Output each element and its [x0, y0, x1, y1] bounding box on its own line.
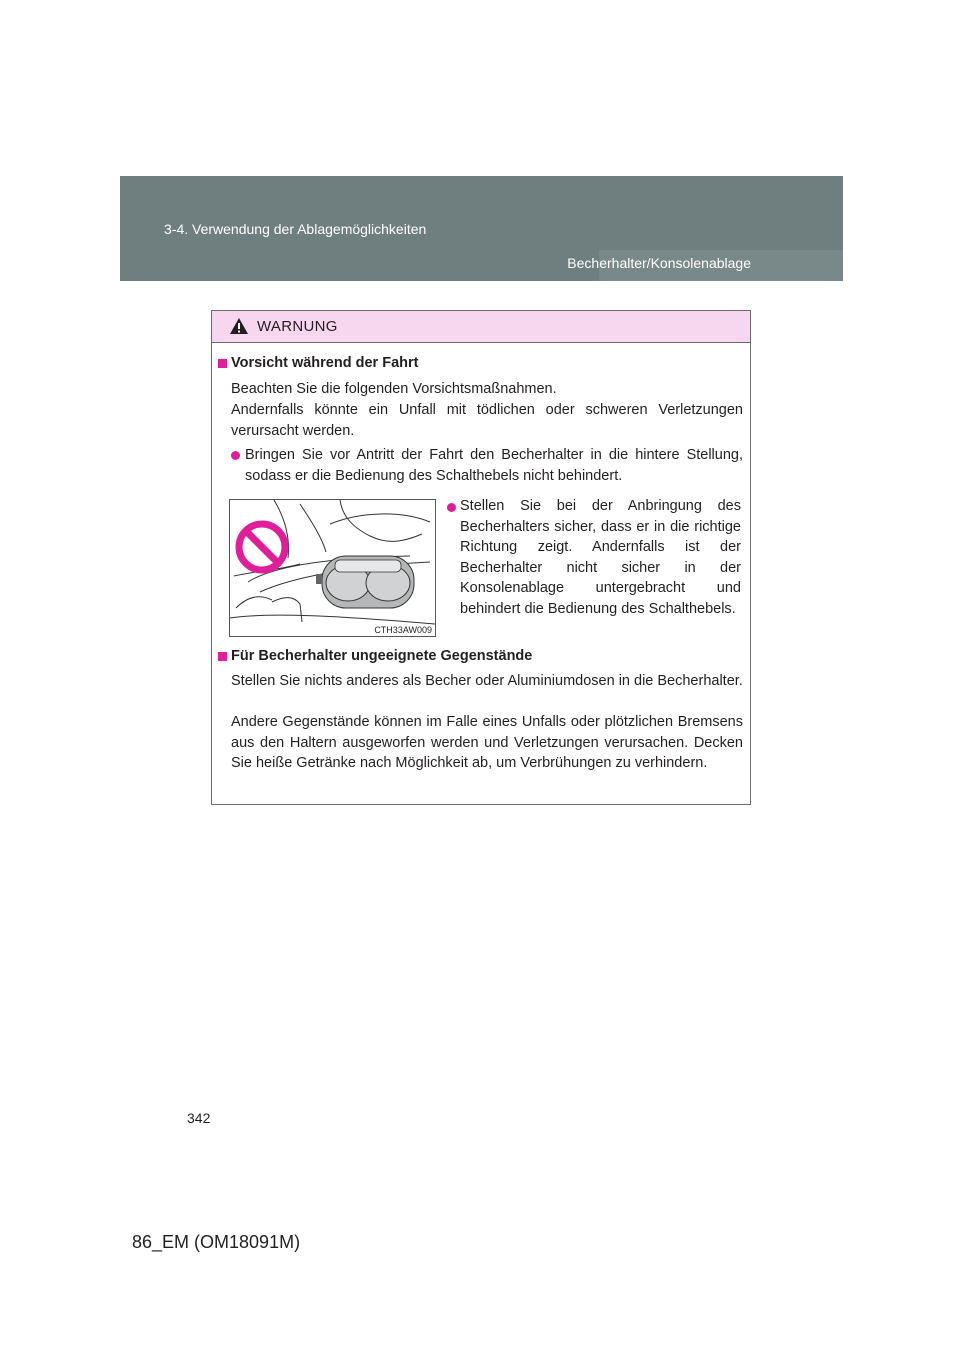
caution-consequence: Andernfalls könnte ein Unfall mit tödlichen oder schweren Verletzungen verursacht werden.	[231, 402, 743, 439]
cupholder-illustration	[229, 499, 436, 637]
unsuitable-items-text: Stellen Sie nichts anderes als Becher oder Aluminiumdosen in die Becherhalter.	[231, 673, 743, 689]
warning-box	[211, 310, 751, 805]
cupholder-drawing	[230, 500, 435, 636]
warning-title: WARNUNG	[257, 318, 338, 335]
unsuitable-items-consequence: Andere Gegenstände können im Falle eines Unfalls oder plötzlichen Bremsens aus den Haltern ausgeworfen werden und Verletzungen verursachen. Decken Sie heiße Getränke nach Möglichkeit ab, um Verbrühungen zu verhindern.	[231, 714, 743, 771]
document-code: 86_EM (OM18091M)	[132, 1232, 301, 1252]
heading-unsuitable-items: Für Becherhalter ungeeignete Gegenstände	[231, 648, 533, 664]
bullet-dot	[231, 451, 240, 460]
heading-driving-caution: Vorsicht während der Fahrt	[231, 355, 419, 371]
warning-header	[212, 311, 750, 343]
page-header	[120, 176, 843, 281]
section-marker	[218, 652, 227, 661]
caution-intro: Beachten Sie die folgenden Vorsichtsmaßnahmen.	[231, 381, 557, 397]
figure-code: CTH33AW009	[374, 625, 432, 635]
section-title: 3-4. Verwendung der Ablagemöglichkeiten	[164, 221, 427, 237]
bullet-rear-position: Bringen Sie vor Antritt der Fahrt den Becherhalter in die hintere Stellung, sodass er die Bedienung des Schalthebels nicht behindert.	[245, 447, 743, 484]
bullet-correct-direction: Stellen Sie bei der Anbringung des Becherhalters sicher, dass er in die richtige Richtung zeigt. Andernfalls ist der Becherhalter nicht sicher in der Konsolenablage untergebracht und behindert die Bedienung des Schalthebels.	[460, 498, 741, 617]
page-subtitle: Becherhalter/Konsolenablage	[567, 255, 751, 271]
bullet-dot	[447, 503, 456, 512]
page-number: 342	[187, 1110, 211, 1126]
warning-triangle-icon	[229, 317, 249, 340]
section-marker	[218, 359, 227, 368]
